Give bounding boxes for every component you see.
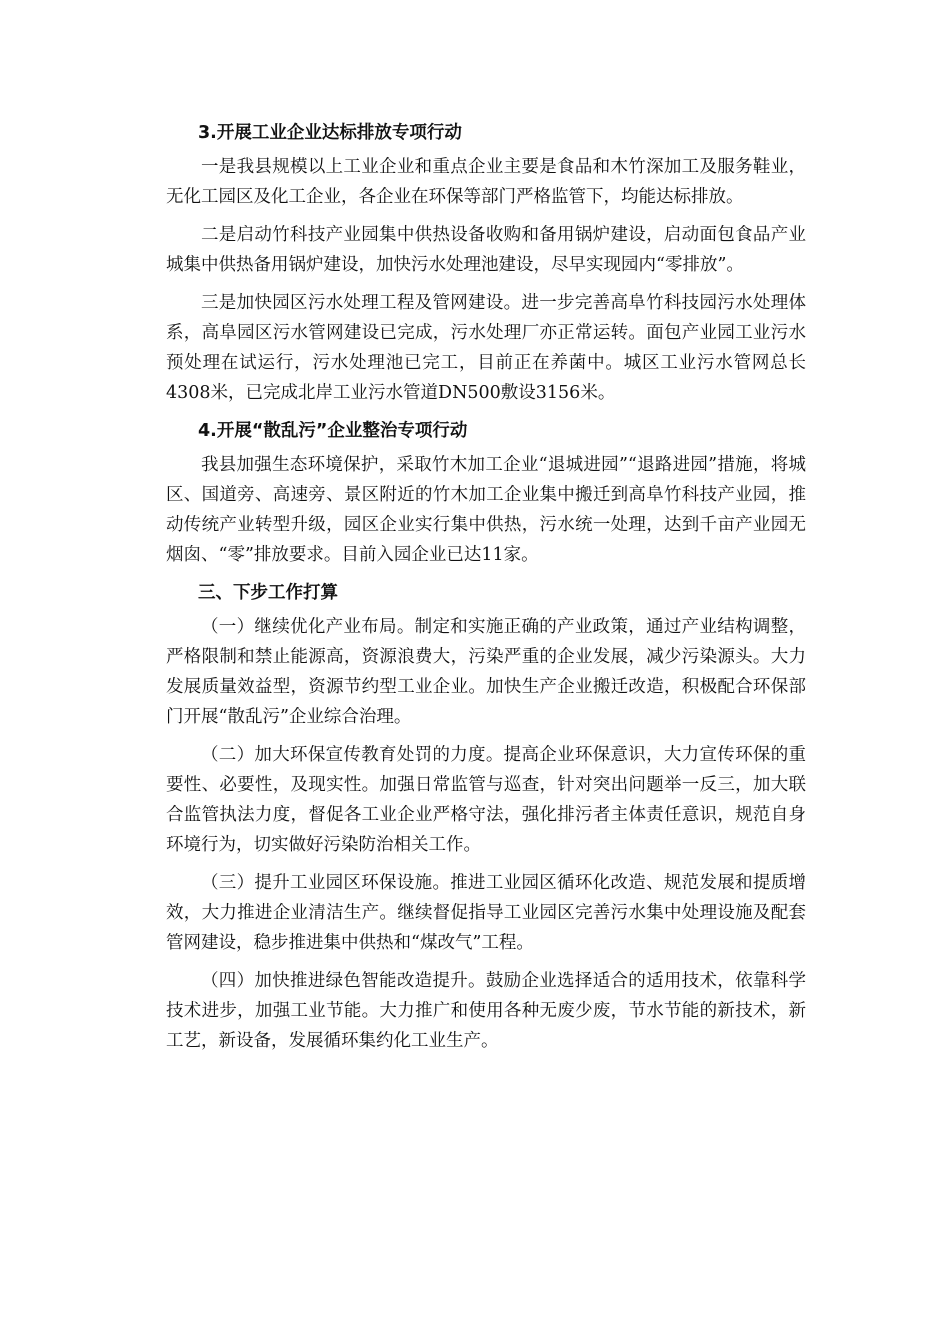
heading-4-scattered-polluting: 4.开展“散乱污”企业整治专项行动 [198,421,468,441]
heading-next-steps: 三、下步工作打算 [198,583,338,603]
para-next-1: （一）继续优化产业布局。制定和实施正确的产业政策，通过产业结构调整，严格限制和禁止能源高，资源浪费大，污染严重的企业发展，减少污染源头。大力发展质量效益型，资源节约型工业企业。加快生产企业搬迁改造，积极配合环保部门开展“散乱污”企业综合治理。 [166,617,806,727]
para-next-4: （四）加快推进绿色智能改造提升。鼓励企业选择适合的适用技术，依靠科学技术进步，加强工业节能。大力推广和使用各种无废少废，节水节能的新技术，新工艺，新设备，发展循环集约化工业生产。 [166,971,806,1051]
para-3-1: 一是我县规模以上工业企业和重点企业主要是食品和木竹深加工及服务鞋业，无化工园区及化工企业，各企业在环保等部门严格监管下，均能达标排放。 [166,157,806,207]
para-next-2: （二）加大环保宣传教育处罚的力度。提高企业环保意识，大力宣传环保的重要性、必要性，及现实性。加强日常监管与巡查，针对突出问题举一反三，加大联合监管执法力度，督促各工业企业严格守法，强化排污者主体责任意识，规范自身环境行为，切实做好污染防治相关工作。 [166,745,806,855]
para-3-2: 二是启动竹科技产业园集中供热设备收购和备用锅炉建设，启动面包食品产业城集中供热备用锅炉建设，加快污水处理池建设，尽早实现园内“零排放”。 [166,225,806,275]
para-3-3: 三是加快园区污水处理工程及管网建设。进一步完善高阜竹科技园污水处理体系，高阜园区污水管网建设已完成，污水处理厂亦正常运转。面包产业园工业污水预处理在试运行，污水处理池已完工，目前正在养菌中。城区工业污水管网总长4308米，已完成北岸工业污水管道DN500敷设3156米。 [166,293,806,403]
heading-3-industrial-emission: 3.开展工业企业达标排放专项行动 [198,123,462,143]
para-next-3: （三）提升工业园区环保设施。推进工业园区循环化改造、规范发展和提质增效，大力推进企业清洁生产。继续督促指导工业园区完善污水集中处理设施及配套管网建设，稳步推进集中供热和“煤改气”工程。 [166,873,806,953]
document-body [166,118,806,1064]
para-4-1: 我县加强生态环境保护，采取竹木加工企业“退城进园”“退路进园”措施，将城区、国道旁、高速旁、景区附近的竹木加工企业集中搬迁到高阜竹科技产业园，推动传统产业转型升级，园区企业实行集中供热，污水统一处理，达到千亩产业园无烟囱、“零”排放要求。目前入园企业已达11家。 [166,455,806,565]
